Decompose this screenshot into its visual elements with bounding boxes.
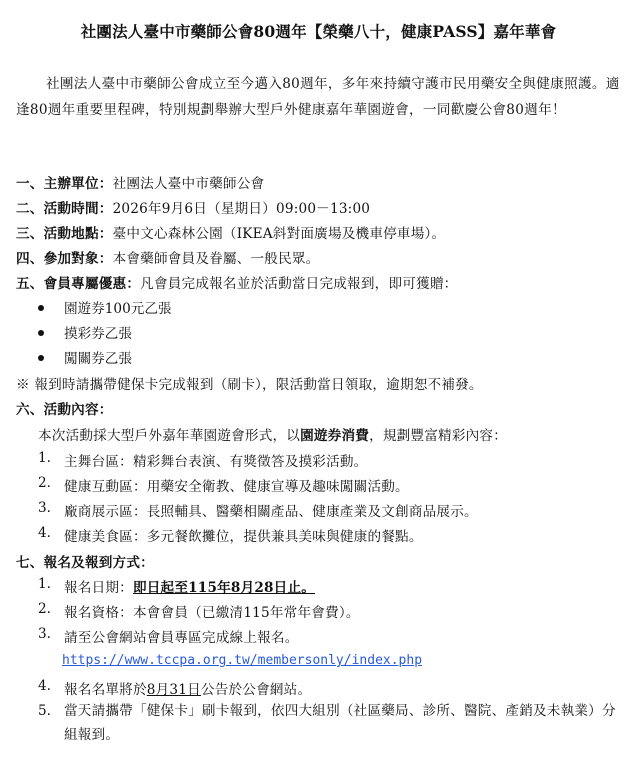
- registration-item-num: 3.: [38, 626, 51, 642]
- bullet-icon: [38, 305, 44, 311]
- bullet-icon: [38, 355, 44, 361]
- content-item-text: 健康美食區：多元餐飲攤位，提供兼具美味與健康的餐點。: [64, 529, 423, 545]
- time-value: 2026年9月6日（星期日）09:00－13:00: [112, 201, 371, 217]
- content-item-text: 健康互動區：用藥安全衛教、健康宣導及趣味闖關活動。: [64, 479, 409, 495]
- registration-item-num: 2.: [38, 601, 51, 617]
- audience-value: 本會藥師會員及眷屬、一般民眾。: [112, 251, 320, 267]
- content-intro: [38, 424, 507, 444]
- registration-label: 七、報名及報到方式：: [16, 555, 154, 571]
- content-item-text: 主舞台區：精彩舞台表演、有獎徵答及摸彩活動。: [64, 454, 368, 470]
- content-intro-bold: 園遊券消費: [300, 428, 370, 444]
- registration-online: 請至公會網站會員專區完成線上報名。: [64, 630, 299, 646]
- place-line: [16, 222, 445, 242]
- content-item-num: 1.: [38, 450, 51, 466]
- benefit-note: ※ 報到時請攜帶健保卡完成報到（刷卡），限活動當日領取，逾期恕不補發。: [16, 377, 483, 393]
- audience-line: [16, 247, 319, 267]
- place-value: 臺中文心森林公園（IKEA斜對面廣場及機車停車場）。: [112, 226, 446, 242]
- registration-announce: [64, 678, 311, 698]
- registration-announce-pre: 報名名單將於: [64, 682, 147, 698]
- organizer-line: [16, 172, 264, 192]
- organizer-value: 社團法人臺中市藥師公會: [112, 176, 265, 192]
- benefit-value: 凡會員完成報名並於活動當日完成報到，即可獲贈：: [140, 276, 458, 292]
- benefit-line: [16, 272, 457, 292]
- organizer-label: 一、主辦單位：: [16, 176, 113, 192]
- registration-item-num: 1.: [38, 576, 51, 592]
- content-item-text: 廠商展示區：長照輔具、醫藥相關產品、健康產業及文創商品展示。: [64, 504, 478, 520]
- registration-item-num: 4.: [38, 678, 51, 694]
- registration-announce-post: 公告於公會網站。: [200, 682, 312, 698]
- audience-label: 四、參加對象：: [16, 251, 113, 267]
- registration-date-pre: 報名日期：: [64, 580, 133, 596]
- benefit-item-2: 摸彩券乙張: [64, 326, 132, 342]
- benefit-item-3: 闖關券乙張: [64, 351, 132, 367]
- content-item-num: 3.: [38, 500, 51, 516]
- place-label: 三、活動地點：: [16, 226, 113, 242]
- benefit-item-1: 園遊券100元乙張: [64, 301, 172, 317]
- registration-checkin: 當天請攜帶「健保卡」刷卡報到，依四大組別（社區藥局、診所、醫院、產銷及未執業）分組報到。: [64, 703, 616, 743]
- registration-line: [16, 551, 154, 571]
- content-intro-post: ，規劃豐富精彩內容：: [369, 428, 507, 444]
- registration-date-bold: 即日起至115年8月28日止。: [132, 580, 316, 596]
- time-line: [16, 197, 370, 217]
- time-label: 二、活動時間：: [16, 201, 113, 217]
- benefit-label: 五、會員專屬優惠：: [16, 276, 141, 292]
- document-title: 社團法人臺中市藥師公會80週年【榮藥八十，健康PASS】嘉年華會: [80, 22, 557, 41]
- bullet-icon: [38, 330, 44, 336]
- intro-paragraph: 社團法人臺中市藥師公會成立至今邁入80週年，多年來持續守護市民用藥安全與健康照護。適逢80週年重要里程碑，特別規劃舉辦大型戶外健康嘉年華園遊會，一同歡慶公會80週年！: [16, 76, 620, 118]
- content-intro-pre: 本次活動採大型戶外嘉年華園遊會形式，以: [38, 428, 301, 444]
- registration-announce-date: 8月31日: [146, 682, 201, 698]
- registration-date: [64, 576, 315, 596]
- content-item-num: 2.: [38, 475, 51, 491]
- content-item-num: 4.: [38, 525, 51, 541]
- registration-item-num: 5.: [38, 703, 51, 719]
- registration-eligibility: 報名資格：本會會員（已繳清115年常年會費）。: [64, 605, 360, 621]
- registration-link[interactable]: https://www.tccpa.org.tw/membersonly/index.php: [62, 653, 423, 668]
- content-line: [16, 398, 113, 418]
- content-label: 六、活動內容：: [16, 402, 113, 418]
